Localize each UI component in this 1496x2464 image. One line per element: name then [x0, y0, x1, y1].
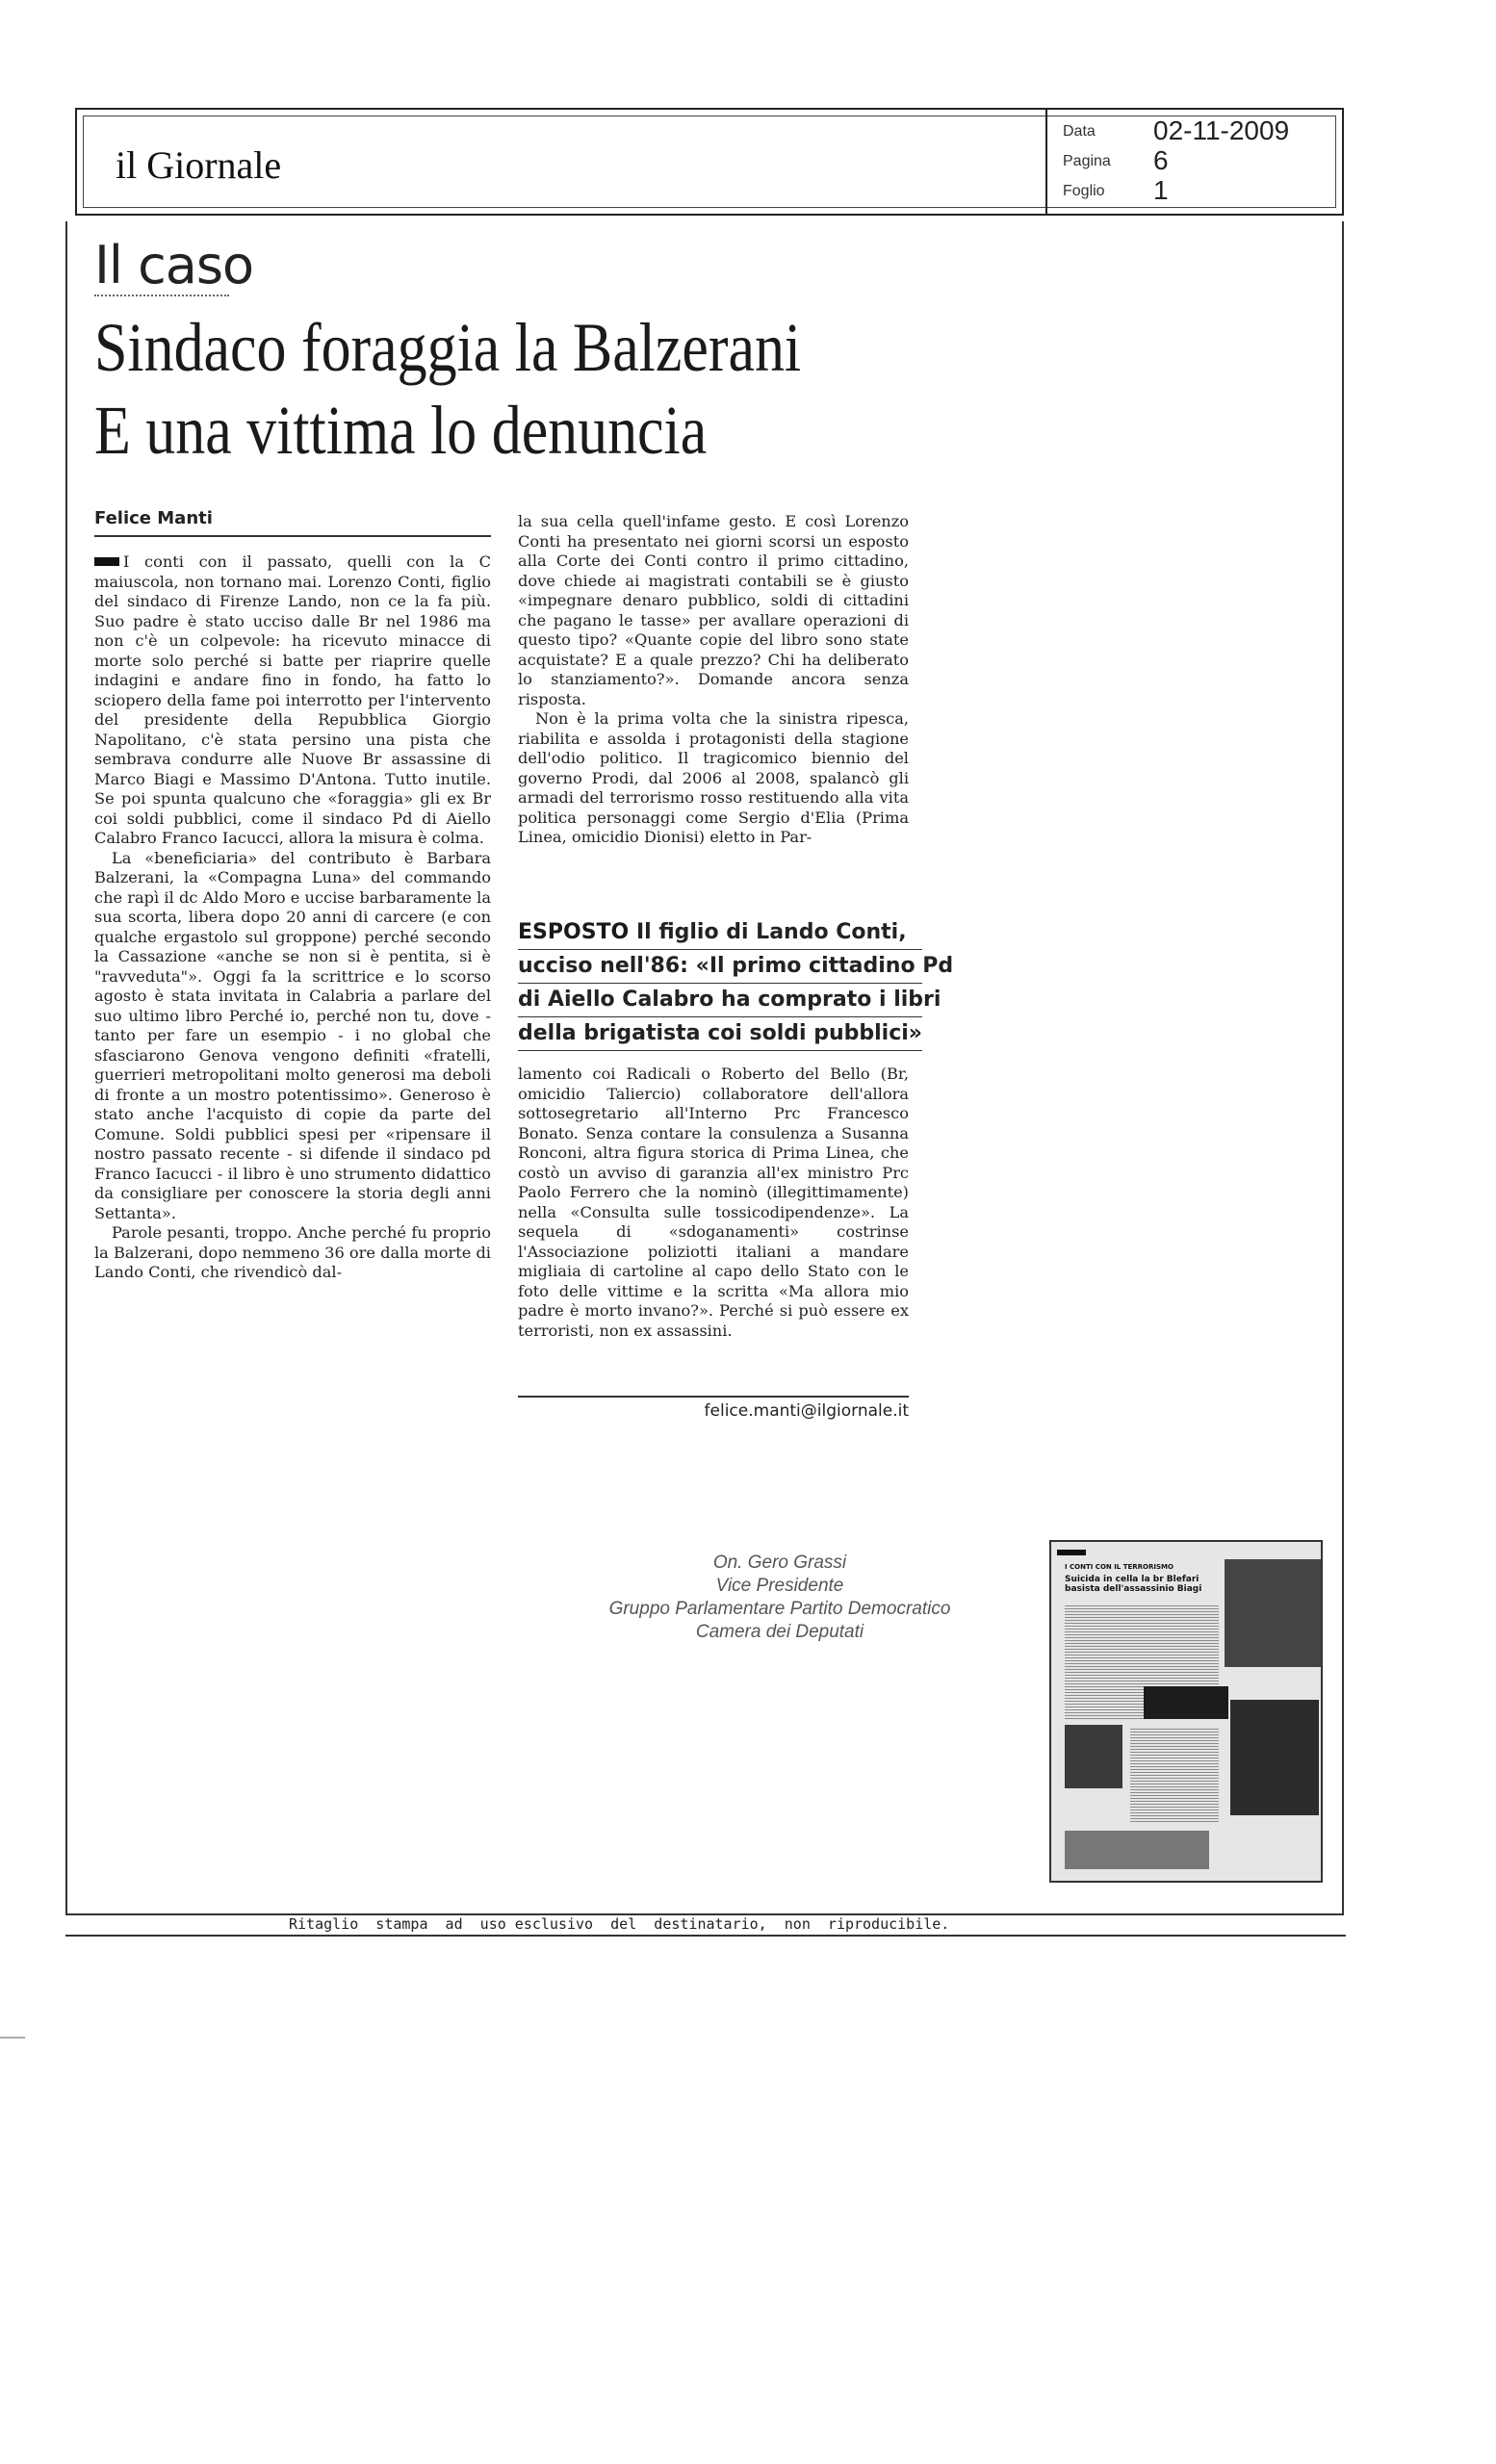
page-thumbnail — [1049, 1540, 1323, 1883]
meta-foglio-row — [1063, 175, 1332, 205]
article-kicker: Il caso — [94, 235, 254, 295]
pull-quote — [518, 916, 954, 1051]
title-line-1: Sindaco foraggia la Balzerani — [94, 309, 802, 386]
pagina-value: 6 — [1153, 145, 1169, 175]
article-column-2 — [518, 512, 909, 848]
thumbnail-title: Suicida in cella la br Blefari basista dell'assassinio Biagi — [1065, 1575, 1202, 1594]
bullet-mark — [94, 557, 119, 566]
article-title — [94, 306, 839, 472]
foglio-label: Foglio — [1063, 183, 1105, 199]
header-divider — [1045, 110, 1047, 214]
thumbnail-text-block — [1130, 1727, 1219, 1823]
foglio-value: 1 — [1153, 175, 1169, 205]
scan-mark — [0, 2037, 25, 2039]
signature-stamp — [539, 1552, 1020, 1644]
byline-rule — [94, 535, 491, 537]
pull-quote-text-1: Il figlio di Lando Conti, — [635, 920, 907, 944]
kicker-underline — [94, 295, 229, 296]
pull-quote-line-2: ucciso nell'86: «Il primo cittadino Pd — [518, 950, 922, 984]
thumbnail-graphic — [1065, 1831, 1209, 1869]
footer-disclaimer: Ritaglio stampa ad uso esclusivo del destinatario, non riproducibile. — [289, 1915, 950, 1933]
article-column-1 — [94, 552, 491, 1283]
thumbnail-headline-box — [1144, 1686, 1228, 1719]
email-rule — [518, 1396, 909, 1398]
paragraph: la sua cella quell'infame gesto. E così Lorenzo Conti ha presentato nei giorni scorsi un esposto alla Corte dei Conti contro il primo cittadino, dove chiede ai magistrati contabili se è giusto «impegnare denaro pubblico, soldi di cittadini che pagano le tasse» per avallare operazioni di questo tipo? «Quante copie del libro sono state acquistate? E a quale prezzo? Chi ha deliberato lo stanziamento?». Domande ancora senza risposta. — [518, 512, 909, 708]
thumbnail-kicker: I CONTI CON IL TERRORISMO — [1065, 1563, 1174, 1571]
thumbnail-photo — [1065, 1725, 1122, 1788]
signature-name: On. Gero Grassi — [712, 1553, 847, 1573]
pull-quote-line-1 — [518, 916, 922, 950]
thumbnail-photo — [1230, 1700, 1319, 1815]
meta-data-row — [1063, 116, 1332, 145]
thumbnail-photo — [1225, 1559, 1321, 1667]
signature-role: Vice Presidente — [715, 1576, 844, 1596]
paragraph: La «beneficiaria» del contributo è Barbara Balzerani, la «Compagna Luna» del commando che rapì il dc Aldo Moro e uccise barbaramente la sua scorta, libera dopo 20 anni di carcere (e con qualche ergastolo sul groppone) perché secondo la Cassazione «anche se non si è pentita, si è "ravveduta"». Oggi fa la scrittrice e lo scorso agosto è stata invitata in Calabria a parlare del suo ultimo libro Perché io, perché non tu, dove - tanto per fare un esempio - i no global che sfasciarono Genova vengono definiti «fratelli, guerrieri metropolitani molto generosi ma deboli di fronte a un mostro potentissimo». Generoso è stato anche l'acquisto di copie da parte del Comune. Soldi pubblici spesi per «ripensare il nostro passato recente - si difende il sindaco pd Franco Iacucci - il libro è uno strumento didattico da consigliare per conoscere la storia degli anni Settanta». — [94, 848, 491, 1222]
footer-bar — [65, 1910, 1346, 1937]
pagina-label: Pagina — [1063, 153, 1111, 169]
title-line-2: E una vittima lo denuncia — [94, 392, 708, 469]
paragraph-text: I conti con il passato, quelli con la C maiuscola, non tornano mai. Lorenzo Conti, figlio del sindaco di Firenze Lando, non ce la fa più. Suo padre è stato ucciso dalle Br nel 1986 ma non c'è un colpevole: ha ricevuto minacce di morte solo perché si batte per riaprire quelle indagini e andare fino in fondo, ha fatto lo sciopero della fame poi interrotto per l'intervento del presidente della Repubblica Giorgio Napolitano, c'è stata persino una pista che sembrava condurre alle Nuove Br assassine di Marco Biagi e Massimo D'Antona. Tutto inutile. Se poi spunta qualcuno che «foraggia» gli ex Br coi soldi pubblici, come il sindaco Pd di Aiello Calabro Franco Iacucci, allora la misura è colma. — [94, 552, 491, 847]
data-value: 02-11-2009 — [1153, 116, 1290, 145]
data-label: Data — [1063, 123, 1096, 140]
pull-quote-label: ESPOSTO — [518, 920, 630, 944]
paragraph: lamento coi Radicali o Roberto del Bello (Br, omicidio Taliercio) collaboratore dell'allora sottosegretario all'Interno Prc Francesco Bonato. Senza contare la consulenza a Susanna Ronconi, altra figura storica di Prima Linea, che costò un avviso di garanzia all'ex ministro Prc Paolo Ferrero che la nominò (illegittimamente) nella «Consulta sulle tossicodipendenze». La sequela di «sdoganamenti» costrinse l'Associazione poliziotti italiani a mandare migliaia di cartoline al capo dello Stato con le foto delle vittime e la scritta «Ma allora mio padre è morto invano?». Perché si può essere ex terroristi, non ex assassini. — [518, 1065, 909, 1340]
signature-institution: Camera dei Deputati — [695, 1622, 864, 1642]
paragraph — [94, 552, 491, 849]
pull-quote-line-3: di Aiello Calabro ha comprato i libri — [518, 984, 922, 1017]
thumbnail-bar — [1057, 1550, 1086, 1555]
signature-group: Gruppo Parlamentare Partito Democratico — [608, 1599, 951, 1619]
meta-pagina-row — [1063, 145, 1332, 175]
paragraph: Parole pesanti, troppo. Anche perché fu proprio la Balzerani, dopo nemmeno 36 ore dalla morte di Lando Conti, che rivendicò dal- — [94, 1223, 491, 1281]
masthead: il Giornale — [116, 143, 282, 187]
header-box — [75, 108, 1344, 216]
metadata-block — [1063, 116, 1332, 205]
byline: Felice Manti — [94, 508, 213, 528]
article-column-3 — [518, 1065, 909, 1341]
author-email: felice.manti@ilgiornale.it — [704, 1401, 909, 1421]
pull-quote-line-4: della brigatista coi soldi pubblici» — [518, 1017, 922, 1051]
paragraph: Non è la prima volta che la sinistra ripesca, riabilita e assolda i protagonisti della stagione dell'odio politico. Il tragicomico biennio del governo Prodi, dal 2006 al 2008, spalancò gli armadi del terrorismo rosso restituendo alla vita politica personaggi come Sergio d'Elia (Prima Linea, omicidio Dionisi) eletto in Par- — [518, 709, 909, 846]
